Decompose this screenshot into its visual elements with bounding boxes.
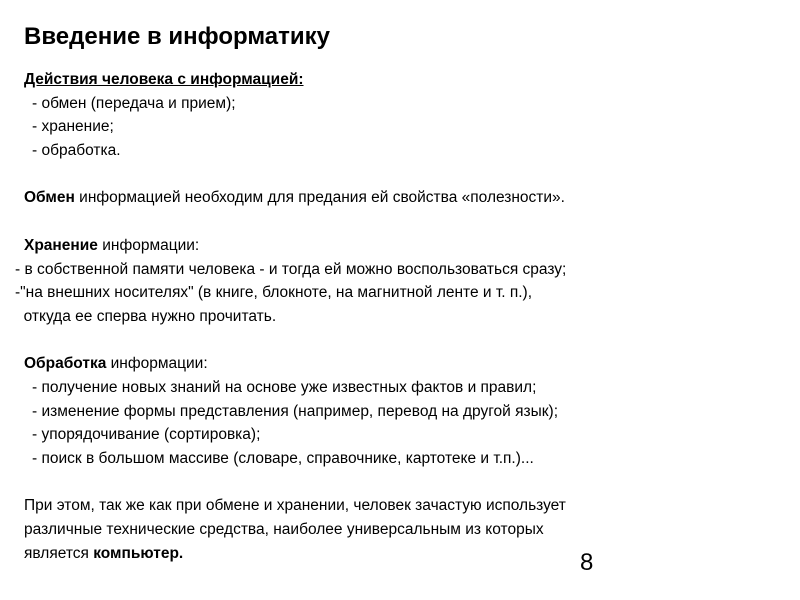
spacer xyxy=(24,163,784,187)
conclusion-line-3 xyxy=(24,542,784,566)
actions-item-processing: - обработка. xyxy=(32,142,121,160)
storage-line-external: -"на внешних носителях" (в книге, блокноте, на магнитной ленте и т. п.), xyxy=(15,284,533,302)
actions-heading-text: Действия человека с информацией: xyxy=(24,71,304,88)
processing-rest: информации: xyxy=(106,355,208,373)
processing-item-sorting: - упорядочивание (сортировка); xyxy=(32,426,261,444)
conclusion-prefix: является xyxy=(24,544,94,562)
spacer xyxy=(24,329,784,353)
slide-title: Введение в информатику xyxy=(24,23,330,50)
actions-heading xyxy=(24,68,784,92)
processing-bold: Обработка xyxy=(24,355,107,373)
processing-heading xyxy=(24,352,784,376)
processing-item-search: - поиск в большом массиве (словаре, справочнике, картотеке и т.п.)... xyxy=(32,450,534,467)
storage-line-read: откуда ее сперва нужно прочитать. xyxy=(15,307,277,325)
actions-item-exchange: - обмен (передача и прием); xyxy=(32,94,236,112)
exchange-paragraph xyxy=(24,186,784,210)
spacer xyxy=(24,210,784,234)
storage-heading xyxy=(24,234,784,258)
conclusion-line-2: различные технические средства, наиболее универсальным из которых xyxy=(24,521,544,539)
conclusion-line-1: При этом, так же как при обмене и хранении, человек зачастую использует xyxy=(24,497,566,515)
page-number: 8 xyxy=(580,549,594,576)
exchange-bold: Обмен xyxy=(24,189,75,207)
storage-bold: Хранение xyxy=(24,236,98,254)
storage-line-memory: - в собственной памяти человека - и тогда ей можно воспользоваться сразу; xyxy=(15,260,567,278)
slide-content xyxy=(15,68,784,565)
processing-item-knowledge: - получение новых знаний на основе уже известных фактов и правил; xyxy=(32,378,537,396)
storage-rest: информации: xyxy=(97,236,200,254)
conclusion-bold: компьютер. xyxy=(93,544,184,562)
actions-item-storage: - хранение; xyxy=(32,118,114,136)
exchange-rest: информацией необходим для предания ей свойства «полезности». xyxy=(74,189,565,207)
processing-item-form: - изменение формы представления (например, перевод на другой язык); xyxy=(32,402,559,420)
spacer xyxy=(24,471,784,495)
